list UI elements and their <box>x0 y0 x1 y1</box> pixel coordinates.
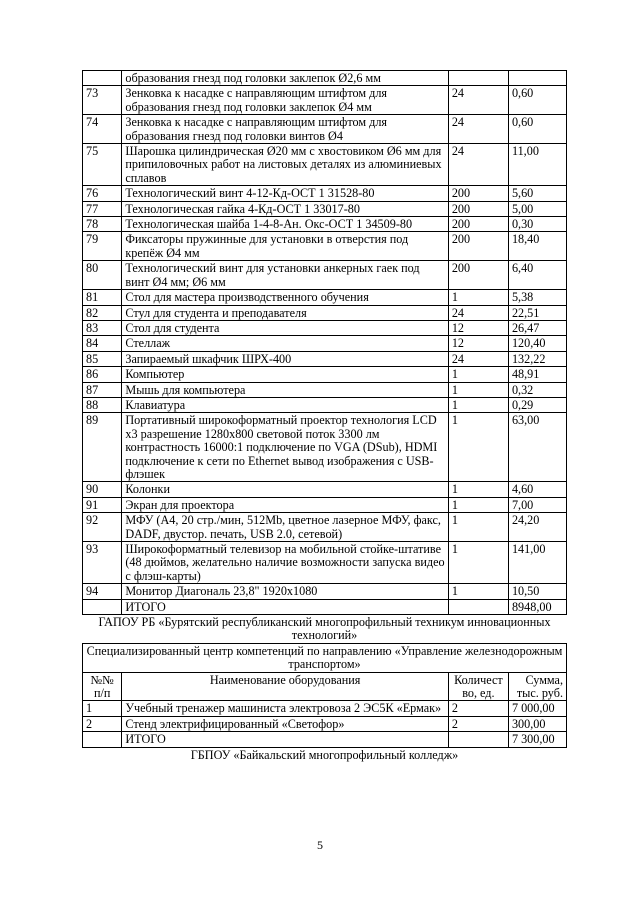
center-title: Специализированный центр компетенций по направлению «Управление железнодорожным транспортом» <box>83 643 567 672</box>
cell-no: 89 <box>83 413 122 482</box>
cell-no: 75 <box>83 144 122 186</box>
cell-name: Запираемый шкафчик ШРХ-400 <box>122 351 448 366</box>
cell-name: Монитор Диагональ 23,8" 1920x1080 <box>122 584 448 599</box>
cell-qty: 1 <box>448 290 508 305</box>
cell-name: Технологический винт 4-12-Кд-ОСТ 1 31528-80 <box>122 186 448 201</box>
cell-name: Зенковка к насадке с направляющим штифтом для образования гнезд под головки винтов Ø4 <box>122 115 448 144</box>
table-row <box>83 186 567 201</box>
cell-qty: 12 <box>448 336 508 351</box>
total-no-cell <box>83 599 122 614</box>
cell-qty: 200 <box>448 186 508 201</box>
cell-name: Мышь для компьютера <box>122 382 448 397</box>
cell-no: 76 <box>83 186 122 201</box>
cell-qty: 200 <box>448 261 508 290</box>
table-row <box>83 497 567 512</box>
cell-sum: 18,40 <box>508 232 566 261</box>
cell-sum: 22,51 <box>508 305 566 320</box>
cell-qty: 24 <box>448 351 508 366</box>
table-row <box>83 367 567 382</box>
cell-sum: 5,00 <box>508 201 566 216</box>
cell-name: Учебный тренажер машиниста электровоза 2 ЭС5К «Ермак» <box>122 701 448 716</box>
table-row <box>83 115 567 144</box>
cell-no: 2 <box>83 716 122 731</box>
table-row <box>83 382 567 397</box>
cell-name: Стенд электрифицированный «Светофор» <box>122 716 448 731</box>
cell-name: Стол для мастера производственного обучения <box>122 290 448 305</box>
table-row <box>83 584 567 599</box>
table-row <box>83 232 567 261</box>
cell-sum: 120,40 <box>508 336 566 351</box>
cell-name: МФУ (А4, 20 стр./мин, 512Mb, цветное лазерное МФУ, факс, DADF, двустор. печать, USB 2.0, сетевой) <box>122 513 448 542</box>
cell-no: 83 <box>83 320 122 335</box>
header-name: Наименование оборудования <box>122 672 448 701</box>
cell-sum: 0,29 <box>508 397 566 412</box>
table-row <box>83 482 567 497</box>
cell-name: Зенковка к насадке с направляющим штифтом для образования гнезд под головки заклепок Ø4 мм <box>122 86 448 115</box>
cell-sum: 11,00 <box>508 144 566 186</box>
cell-qty: 1 <box>448 413 508 482</box>
total-sum: 7 300,00 <box>508 732 566 747</box>
cell-no: 77 <box>83 201 122 216</box>
cell-sum: 10,50 <box>508 584 566 599</box>
organization-heading: ГБПОУ «Байкальский многопрофильный колледж» <box>190 747 459 762</box>
table-row <box>83 336 567 351</box>
cell-sum: 300,00 <box>508 716 566 731</box>
cell-qty: 1 <box>448 584 508 599</box>
table-row <box>83 86 567 115</box>
cell-no: 86 <box>83 367 122 382</box>
cell-qty: 200 <box>448 232 508 261</box>
cell-qty: 24 <box>448 144 508 186</box>
equipment-table-2 <box>82 643 567 748</box>
cell-sum: 132,22 <box>508 351 566 366</box>
cell-name: образования гнезд под головки заклепок Ø2,6 мм <box>122 71 448 86</box>
cell-name: Портативный широкоформатный проектор технология LCD x3 разрешение 1280x800 световой поток 3300 лм контрастность 16000:1 подключение по VGA (DSub), HDMI подключение к сети по Ethernet вывод изображения с USB-флэшек <box>122 413 448 482</box>
cell-no: 87 <box>83 382 122 397</box>
cell-sum: 7,00 <box>508 497 566 512</box>
header-qty: Количест во, ед. <box>448 672 508 701</box>
equipment-table-1 <box>82 70 567 615</box>
table-row <box>83 701 567 716</box>
cell-no: 1 <box>83 701 122 716</box>
cell-qty: 1 <box>448 542 508 584</box>
cell-sum: 0,60 <box>508 86 566 115</box>
total-sum: 8948,00 <box>508 599 566 614</box>
cell-name: Технологический винт для установки анкерных гаек под винт Ø4 мм; Ø6 мм <box>122 261 448 290</box>
organization-heading: ГАПОУ РБ «Бурятский республиканский многопрофильный техникум инновационных технологий» <box>98 615 551 643</box>
cell-sum: 7 000,00 <box>508 701 566 716</box>
cell-no: 92 <box>83 513 122 542</box>
cell-qty: 24 <box>448 86 508 115</box>
cell-sum: 63,00 <box>508 413 566 482</box>
table-row <box>83 290 567 305</box>
table-row <box>83 217 567 232</box>
cell-qty: 12 <box>448 320 508 335</box>
cell-sum: 0,30 <box>508 217 566 232</box>
cell-qty: 2 <box>448 701 508 716</box>
cell-no: 85 <box>83 351 122 366</box>
cell-sum: 26,47 <box>508 320 566 335</box>
table-row <box>83 716 567 731</box>
cell-name: Технологическая шайба 1-4-8-Ан. Окс-ОСТ 1 34509-80 <box>122 217 448 232</box>
total-qty-cell <box>448 732 508 747</box>
cell-no: 78 <box>83 217 122 232</box>
cell-sum: 0,32 <box>508 382 566 397</box>
table-row <box>83 351 567 366</box>
cell-name: Стеллаж <box>122 336 448 351</box>
table-row <box>83 513 567 542</box>
cell-qty: 24 <box>448 305 508 320</box>
cell-name: Широкоформатный телевизор на мобильной стойке-штативе (48 дюймов, желательно наличие возможности запуска видео с флэш-карты) <box>122 542 448 584</box>
cell-qty: 2 <box>448 716 508 731</box>
table-row <box>83 413 567 482</box>
table-row <box>83 305 567 320</box>
cell-no: 91 <box>83 497 122 512</box>
cell-no: 93 <box>83 542 122 584</box>
cell-no: 90 <box>83 482 122 497</box>
cell-qty: 1 <box>448 513 508 542</box>
cell-qty: 200 <box>448 217 508 232</box>
cell-no: 88 <box>83 397 122 412</box>
cell-sum: 24,20 <box>508 513 566 542</box>
equipment-table-2-body <box>83 701 567 732</box>
cell-qty: 1 <box>448 367 508 382</box>
table-row <box>83 320 567 335</box>
cell-no: 79 <box>83 232 122 261</box>
cell-name: Стул для студента и преподавателя <box>122 305 448 320</box>
header-no: №№ п/п <box>83 672 122 701</box>
header-sum: Сумма, тыс. руб. <box>508 672 566 701</box>
cell-no: 80 <box>83 261 122 290</box>
cell-qty <box>448 71 508 86</box>
cell-no <box>83 71 122 86</box>
cell-sum: 6,40 <box>508 261 566 290</box>
table-row <box>83 71 567 86</box>
header-row <box>83 672 567 701</box>
cell-name: Экран для проектора <box>122 497 448 512</box>
cell-sum: 141,00 <box>508 542 566 584</box>
cell-qty: 200 <box>448 201 508 216</box>
cell-name: Фиксаторы пружинные для установки в отверстия под крепёж Ø4 мм <box>122 232 448 261</box>
cell-qty: 24 <box>448 115 508 144</box>
cell-no: 84 <box>83 336 122 351</box>
cell-no: 74 <box>83 115 122 144</box>
cell-name: Стол для студента <box>122 320 448 335</box>
total-no-cell <box>83 732 122 747</box>
cell-no: 94 <box>83 584 122 599</box>
cell-no: 81 <box>83 290 122 305</box>
cell-sum: 5,60 <box>508 186 566 201</box>
table-row <box>83 397 567 412</box>
cell-qty: 1 <box>448 482 508 497</box>
cell-qty: 1 <box>448 397 508 412</box>
cell-sum: 4,60 <box>508 482 566 497</box>
cell-sum <box>508 71 566 86</box>
cell-qty: 1 <box>448 382 508 397</box>
equipment-table-1-body <box>83 71 567 600</box>
total-row <box>83 732 567 747</box>
cell-sum: 5,38 <box>508 290 566 305</box>
total-label: ИТОГО <box>122 732 448 747</box>
cell-name: Технологическая гайка 4-Кд-ОСТ 1 33017-80 <box>122 201 448 216</box>
page-number: 5 <box>317 838 323 852</box>
document-page <box>82 70 567 762</box>
total-label: ИТОГО <box>122 599 448 614</box>
table-row <box>83 542 567 584</box>
cell-no: 82 <box>83 305 122 320</box>
total-row <box>83 599 567 614</box>
cell-name: Колонки <box>122 482 448 497</box>
total-qty-cell <box>448 599 508 614</box>
table-row <box>83 261 567 290</box>
table-row <box>83 201 567 216</box>
cell-no: 73 <box>83 86 122 115</box>
cell-sum: 0,60 <box>508 115 566 144</box>
cell-name: Клавиатура <box>122 397 448 412</box>
cell-qty: 1 <box>448 497 508 512</box>
cell-sum: 48,91 <box>508 367 566 382</box>
center-title-row <box>83 643 567 672</box>
cell-name: Компьютер <box>122 367 448 382</box>
cell-name: Шарошка цилиндрическая Ø20 мм с хвостовиком Ø6 мм для припиловочных работ на листовых деталях из алюминиевых сплавов <box>122 144 448 186</box>
table-row <box>83 144 567 186</box>
